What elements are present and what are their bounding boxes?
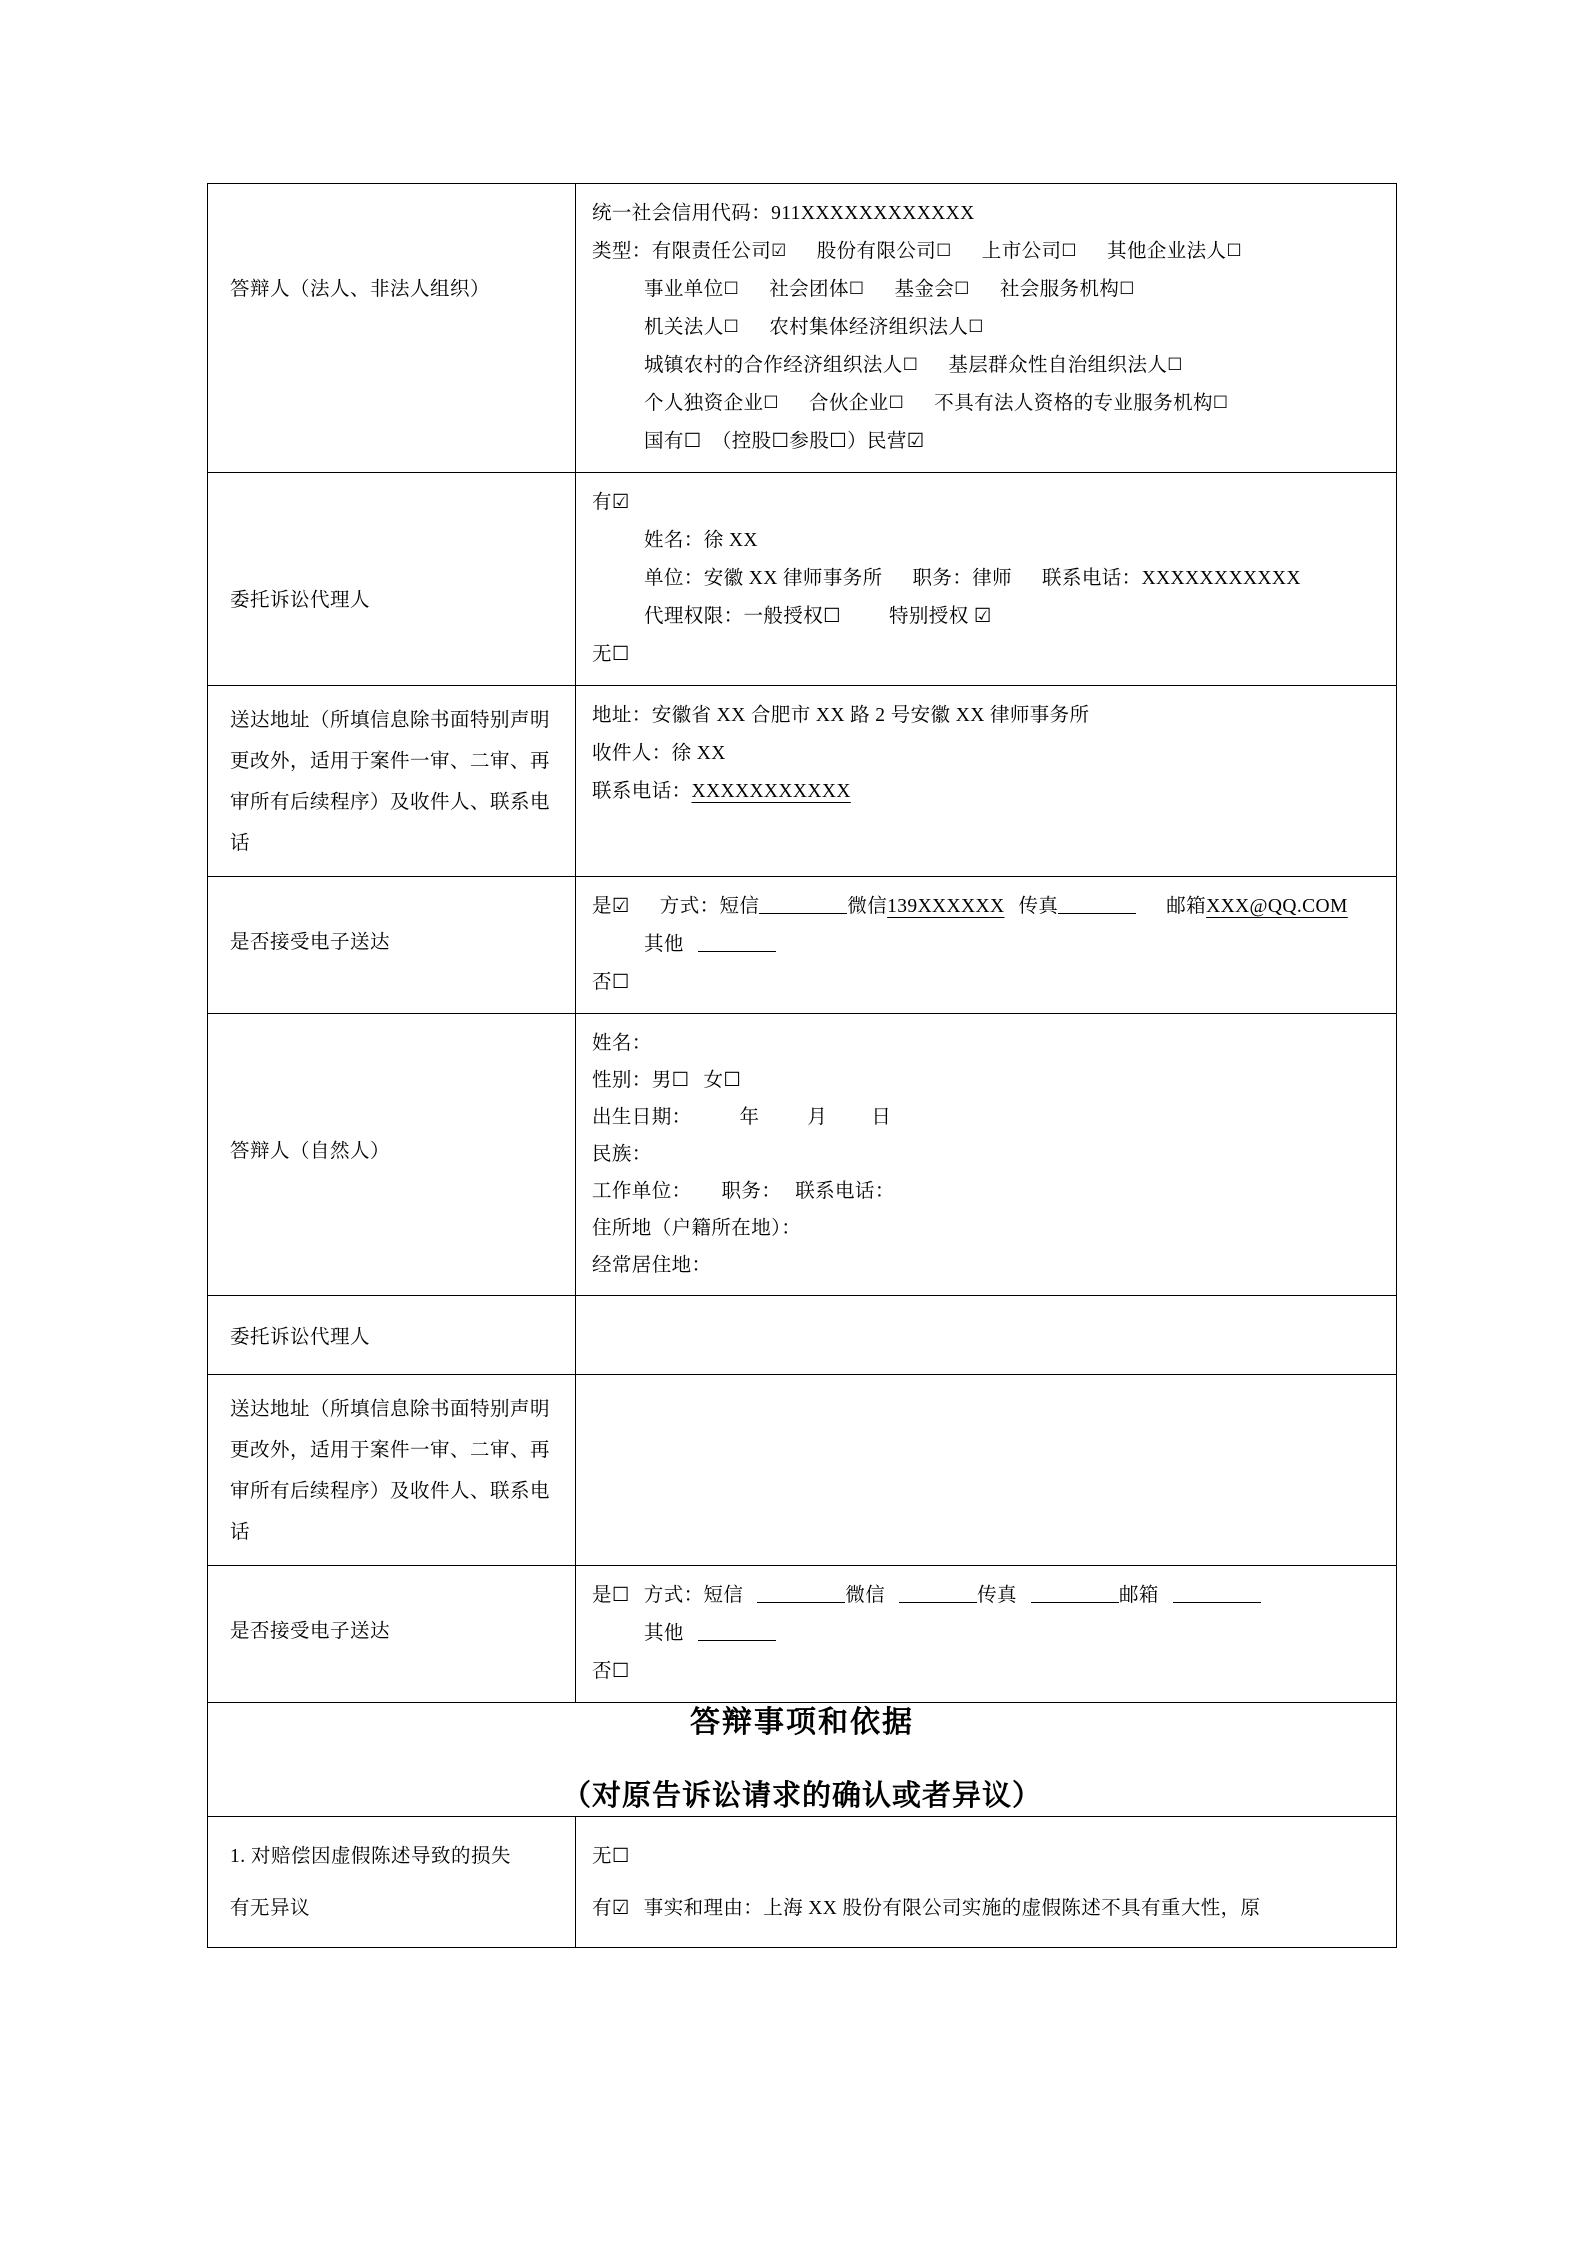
- agent-unit-value: 安徽 XX 律师事务所: [703, 568, 883, 589]
- row-value-cell: [576, 184, 1397, 473]
- np-work-unit-label: 工作单位：: [592, 1181, 692, 1202]
- type-option-hehuo[interactable]: 合伙企业☐: [809, 393, 905, 414]
- item1-has-line: [592, 1883, 1382, 1935]
- section-title-cell: [208, 1703, 1397, 1817]
- respondent-natural-person-label: 答辩人（自然人）: [230, 1141, 391, 1162]
- checkbox-empty-icon[interactable]: ☐: [968, 317, 984, 337]
- row-value-cell: [576, 877, 1397, 1014]
- item1-label-line2: 有无异议: [230, 1897, 311, 1919]
- fax-label: 传真: [1018, 896, 1059, 917]
- email-value[interactable]: XXX@QQ.COM: [1206, 896, 1348, 917]
- checkbox-empty-icon[interactable]: ☐: [723, 279, 740, 299]
- checkbox-empty-icon[interactable]: ☐: [902, 355, 919, 375]
- service-address-entity-label: 送达地址（所填信息除书面特别声明更改外，适用于案件一审、二审、再审所有后续程序）及收件人、联系电话: [230, 710, 551, 854]
- np-gender-male[interactable]: 男☐: [651, 1070, 690, 1091]
- type-line-2: [592, 271, 1382, 309]
- agent-authority-line: [592, 598, 1382, 636]
- item1-facts-label: 事实和理由：: [643, 1897, 764, 1919]
- type-line-4: [592, 347, 1382, 385]
- table-row-respondent-natural-person: [208, 1014, 1397, 1296]
- np-e-service-method-label: 方式：: [643, 1585, 704, 1606]
- agent-phone-value: XXXXXXXXXXX: [1141, 568, 1301, 589]
- service-address-entity-value: [576, 686, 1396, 822]
- agent-none-option[interactable]: 无☐: [592, 644, 630, 665]
- agent-position-value: 律师: [972, 568, 1013, 589]
- table-row-respondent-legal-entity: [208, 184, 1397, 473]
- address-label: 地址：: [592, 705, 652, 726]
- type-option-shehui-fuwu[interactable]: 社会服务机构☐: [999, 279, 1135, 300]
- np-fax-label: 传真: [977, 1585, 1017, 1606]
- contact-phone-value: XXXXXXXXXXX: [691, 781, 851, 802]
- e-service-yes-option[interactable]: 是☑: [592, 896, 630, 917]
- np-domicile-label[interactable]: 住所地（户籍所在地）：: [592, 1218, 802, 1239]
- type-option-gufen[interactable]: 股份有限公司☐: [816, 241, 952, 262]
- sms-input[interactable]: [759, 895, 847, 914]
- item1-value: [576, 1817, 1396, 1946]
- respondent-natural-person-value: [576, 1014, 1396, 1295]
- row-label-cell: [208, 1014, 576, 1296]
- checkbox-empty-icon[interactable]: ☐: [848, 279, 865, 299]
- wechat-label: 微信: [847, 896, 888, 917]
- table-row-section-title: [208, 1703, 1397, 1817]
- np-wechat-label: 微信: [845, 1585, 886, 1606]
- respondent-legal-entity-value: [576, 184, 1396, 472]
- type-option-youxian[interactable]: 有限责任公司☑: [651, 241, 787, 262]
- np-name-label[interactable]: 姓名：: [592, 1033, 652, 1054]
- respondent-legal-entity-label: 答辩人（法人、非法人组织）: [230, 279, 491, 300]
- agent-natural-person-value[interactable]: [576, 1296, 1396, 1318]
- type-option-shehui-tuanti[interactable]: 社会团体☐: [769, 279, 865, 300]
- credit-code-label: 统一社会信用代码：: [592, 203, 772, 224]
- fax-input[interactable]: [1058, 895, 1136, 914]
- e-service-yes-line: [592, 888, 1382, 926]
- checkbox-empty-icon[interactable]: ☐: [1119, 279, 1135, 299]
- wechat-value[interactable]: 139XXXXXX: [887, 896, 1005, 917]
- other-input[interactable]: [698, 933, 776, 952]
- agent-phone-label: 联系电话：: [1042, 568, 1142, 589]
- agent-name-line: [592, 522, 1382, 560]
- np-other-label: 其他: [644, 1623, 684, 1644]
- contact-phone-line: [592, 773, 1382, 811]
- table-row-agent-natural-person: [208, 1296, 1397, 1375]
- contact-phone-label: 联系电话：: [592, 781, 692, 802]
- table-row-agent-entity: [208, 473, 1397, 686]
- e-service-other-line: [592, 926, 1382, 964]
- checkbox-empty-icon[interactable]: ☐: [1226, 241, 1243, 261]
- checkbox-empty-icon[interactable]: ☐: [888, 393, 905, 413]
- agent-position-label: 职务：: [912, 568, 973, 589]
- email-label: 邮箱: [1166, 896, 1207, 917]
- agent-authority-label: 代理权限：: [644, 606, 744, 627]
- address-line: [592, 697, 1382, 735]
- checkbox-checked-icon[interactable]: ☑: [771, 241, 787, 261]
- row-value-cell: [576, 1566, 1397, 1703]
- section-title-sub: （对原告诉讼请求的确认或者异议）: [561, 1780, 1042, 1812]
- np-phone-label: 联系电话：: [795, 1181, 895, 1202]
- agent-name-value: 徐 XX: [703, 530, 758, 551]
- np-email-label: 邮箱: [1118, 1585, 1159, 1606]
- np-e-service-no-option[interactable]: 否☐: [592, 1661, 630, 1682]
- agent-unit-label: 单位：: [644, 568, 704, 589]
- type-option-chengzhen[interactable]: 城镇农村的合作经济组织法人☐: [644, 355, 919, 376]
- type-label: 类型：: [592, 241, 652, 262]
- credit-code-value: 911XXXXXXXXXXXX: [771, 203, 975, 224]
- row-value-cell: [576, 1014, 1397, 1296]
- row-label-cell: [208, 686, 576, 877]
- item1-label-line1: 1. 对赔偿因虚假陈述导致的损失: [230, 1845, 512, 1867]
- type-option-shangshi[interactable]: 上市公司☐: [981, 241, 1078, 262]
- recipient-line: [592, 735, 1382, 773]
- type-option-qita-qiye[interactable]: 其他企业法人☐: [1107, 241, 1243, 262]
- np-e-service-yes-option[interactable]: 是☐: [592, 1585, 630, 1606]
- address-value: 安徽省 XX 合肥市 XX 路 2 号安徽 XX 律师事务所: [651, 705, 1090, 726]
- type-option-jiceng[interactable]: 基层群众性自治组织法人☐: [948, 355, 1183, 376]
- section-title-main: 答辩事项和依据: [690, 1706, 914, 1739]
- type-option-jiguan[interactable]: 机关法人☐: [644, 317, 740, 338]
- np-sms-label: 短信: [703, 1585, 744, 1606]
- np-sms-input[interactable]: [757, 1584, 845, 1603]
- type-line-6[interactable]: 国有☐ （控股☐参股☐）民营☑: [644, 431, 925, 452]
- item1-facts-text: 上海 XX 股份有限公司实施的虚假陈述不具有重大性，原: [763, 1897, 1261, 1919]
- agent-has-option[interactable]: 有☑: [592, 492, 630, 513]
- table-row-item-1: [208, 1816, 1397, 1947]
- row-value-cell: [576, 473, 1397, 686]
- row-label-cell: [208, 473, 576, 686]
- e-service-natural-person-value: [576, 1566, 1396, 1702]
- table-row-e-service-entity: [208, 877, 1397, 1014]
- type-option-buju-faren[interactable]: 不具有法人资格的专业服务机构☐: [934, 393, 1229, 414]
- row-value-cell: [576, 686, 1397, 877]
- np-birth-label: 出生日期：: [592, 1107, 692, 1128]
- np-ethnicity-label[interactable]: 民族：: [592, 1144, 652, 1165]
- row-value-cell[interactable]: [576, 1375, 1397, 1566]
- checkbox-empty-icon[interactable]: ☐: [763, 393, 780, 413]
- table-row-e-service-natural-person: [208, 1566, 1397, 1703]
- np-birth-month[interactable]: 月: [807, 1107, 828, 1128]
- np-gender-female[interactable]: 女☐: [703, 1070, 742, 1091]
- row-label-cell: [208, 184, 576, 473]
- credit-code-line: [592, 195, 1382, 233]
- row-label-cell: [208, 1816, 576, 1947]
- agent-entity-value: [576, 473, 1396, 685]
- other-label: 其他: [644, 934, 684, 955]
- e-service-no-option[interactable]: 否☐: [592, 972, 630, 993]
- sms-label: 短信: [719, 896, 760, 917]
- checkbox-empty-icon[interactable]: ☐: [1167, 355, 1183, 375]
- row-label-cell: [208, 877, 576, 1014]
- row-label-cell: [208, 1375, 576, 1566]
- e-service-entity-value: [576, 877, 1396, 1013]
- np-birth-line: [592, 1099, 1382, 1136]
- type-option-geren-duzi[interactable]: 个人独资企业☐: [644, 393, 780, 414]
- item1-label: [208, 1817, 575, 1947]
- np-e-service-yes-line: [592, 1577, 1382, 1615]
- agent-entity-label: 委托诉讼代理人: [230, 590, 371, 611]
- service-address-natural-person-value[interactable]: [576, 1375, 1396, 1397]
- table-row-service-address-entity: [208, 686, 1397, 877]
- np-fax-input[interactable]: [1031, 1584, 1119, 1603]
- agent-name-label: 姓名：: [644, 530, 704, 551]
- e-service-entity-label: 是否接受电子送达: [230, 932, 391, 953]
- np-e-service-other-line: [592, 1615, 1382, 1653]
- checkbox-empty-icon[interactable]: ☐: [723, 317, 740, 337]
- agent-unit-line: [592, 560, 1382, 598]
- e-service-natural-person-label: 是否接受电子送达: [230, 1621, 391, 1642]
- np-birth-day[interactable]: 日: [871, 1107, 892, 1128]
- checkbox-empty-icon[interactable]: ☐: [954, 279, 970, 299]
- row-label-cell: [208, 1296, 576, 1375]
- defense-statement-form: [207, 183, 1397, 1948]
- np-position-label: 职务：: [721, 1181, 782, 1202]
- e-service-method-label: 方式：: [659, 896, 720, 917]
- checkbox-empty-icon[interactable]: ☐: [1061, 241, 1078, 261]
- type-option-shiye[interactable]: 事业单位☐: [644, 279, 740, 300]
- np-residence-label[interactable]: 经常居住地：: [592, 1255, 712, 1276]
- np-gender-line: [592, 1062, 1382, 1099]
- type-option-jijinhui[interactable]: 基金会☐: [894, 279, 970, 300]
- item1-none-option[interactable]: 无☐: [592, 1845, 630, 1867]
- row-value-cell[interactable]: [576, 1296, 1397, 1375]
- recipient-value: 徐 XX: [671, 743, 726, 764]
- np-other-input[interactable]: [698, 1622, 776, 1641]
- recipient-label: 收件人：: [592, 743, 672, 764]
- checkbox-empty-icon[interactable]: ☐: [936, 241, 952, 261]
- np-email-input[interactable]: [1173, 1584, 1261, 1603]
- type-line-5: [592, 385, 1382, 423]
- type-line-1: [592, 233, 1382, 271]
- table-row-service-address-natural-person: [208, 1375, 1397, 1566]
- np-gender-label: 性别：: [592, 1070, 652, 1091]
- type-option-nongcun-jiti[interactable]: 农村集体经济组织法人☐: [769, 317, 984, 338]
- service-address-natural-person-label: 送达地址（所填信息除书面特别声明更改外，适用于案件一审、二审、再审所有后续程序）及收件人、联系电话: [230, 1399, 551, 1543]
- item1-has-option[interactable]: 有☑: [592, 1897, 630, 1919]
- np-birth-year[interactable]: 年: [739, 1107, 760, 1128]
- np-work-line: [592, 1173, 1382, 1210]
- checkbox-empty-icon[interactable]: ☐: [1212, 393, 1229, 413]
- row-value-cell: [576, 1816, 1397, 1947]
- type-line-3: [592, 309, 1382, 347]
- agent-authority-general[interactable]: 一般授权☐: [743, 606, 841, 627]
- np-wechat-input[interactable]: [899, 1584, 977, 1603]
- row-label-cell: [208, 1566, 576, 1703]
- agent-authority-special[interactable]: 特别授权 ☑: [889, 606, 992, 627]
- agent-natural-person-label: 委托诉讼代理人: [230, 1327, 371, 1348]
